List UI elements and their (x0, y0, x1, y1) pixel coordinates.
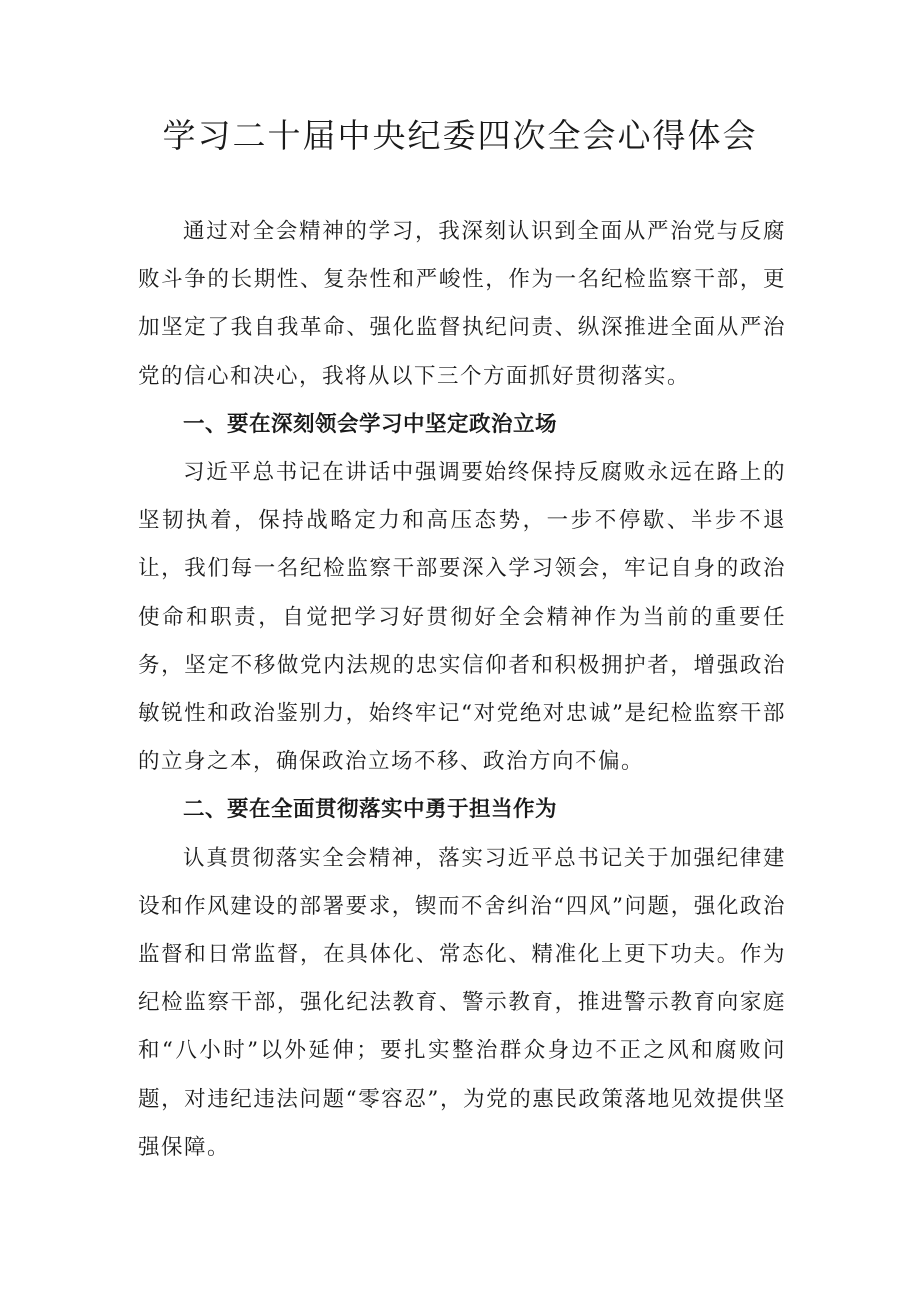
document-title: 学习二十届中央纪委四次全会心得体会 (162, 116, 758, 155)
intro-paragraph: 通过对全会精神的学习，我深刻认识到全面从严治党与反腐败斗争的长期性、复杂性和严峻性，作为一名纪检监察干部，更加坚定了我自我革命、强化监督执纪问责、纵深推进全面从严治党的信心和决心，我将从以下三个方面抓好贯彻落实。 (138, 219, 786, 389)
section-paragraph-2: 认真贯彻落实全会精神，落实习近平总书记关于加强纪律建设和作风建设的部署要求，锲而不舍纠治“四风”问题，强化政治监督和日常监督，在具体化、常态化、精准化上更下功夫。作为纪检监察干部，强化纪法教育、警示教育，推进警示教育向家庭和“八小时”以外延伸；要扎实整治群众身边不正之风和腐败问题，对违纪违法问题“零容忍”，为党的惠民政策落地见效提供坚强保障。 (138, 845, 786, 1160)
section-heading-1: 一、要在深刻领会学习中坚定政治立场 (183, 411, 558, 437)
section-paragraph-1: 习近平总书记在讲话中强调要始终保持反腐败永远在路上的坚韧执着，保持战略定力和高压态势，一步不停歇、半步不退让，我们每一名纪检监察干部要深入学习领会，牢记自身的政治使命和职责，自觉把学习好贯彻好全会精神作为当前的重要任务，坚定不移做党内法规的忠实信仰者和积极拥护者，增强政治敏锐性和政治鉴别力，始终牢记“对党绝对忠诚”是纪检监察干部的立身之本，确保政治立场不移、政治方向不偏。 (138, 460, 786, 775)
document-body (138, 208, 786, 1172)
section-heading-2: 二、要在全面贯彻落实中勇于担当作为 (183, 797, 558, 823)
